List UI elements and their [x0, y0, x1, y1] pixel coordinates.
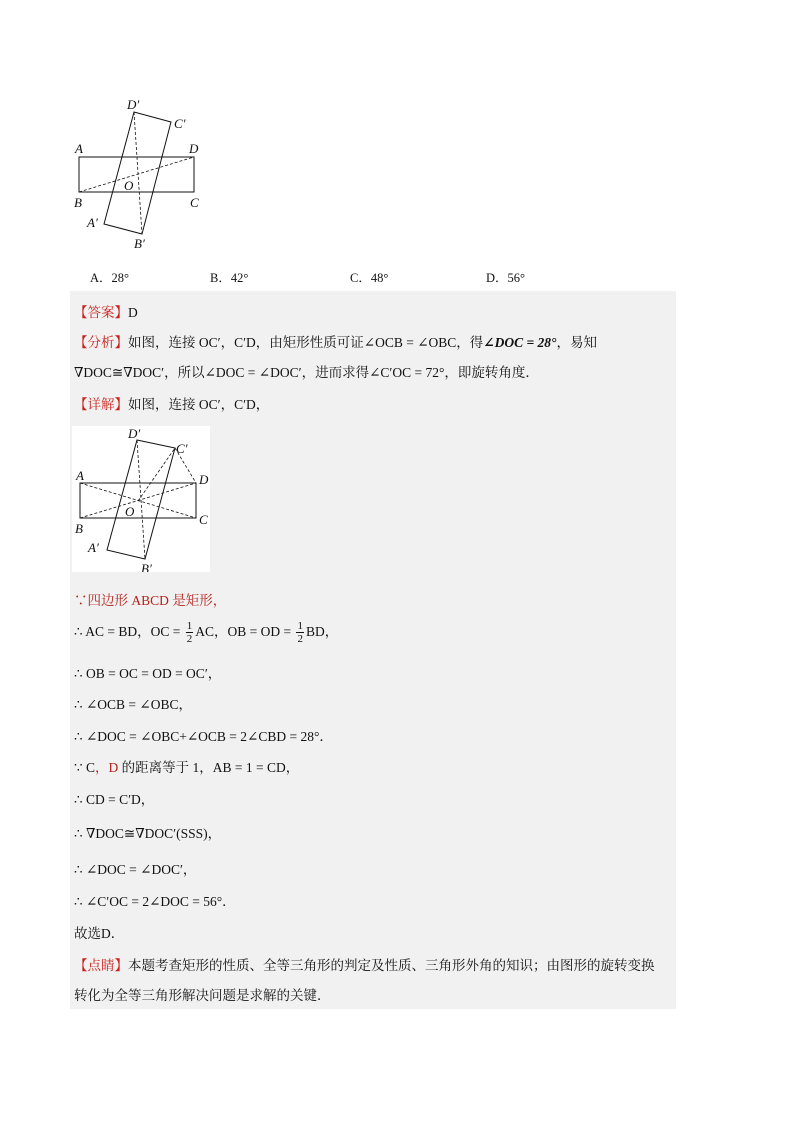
answer-text: D	[128, 305, 138, 320]
comment-tag: 【点睛】	[74, 958, 128, 973]
detail-intro: 【详解】如图，连接 OC′，C′D，	[74, 397, 270, 412]
step-11: 故选D．	[74, 926, 125, 941]
analysis-line-2: ∇DOC≅∇DOC′，所以∠DOC = ∠DOC′，进而求得∠C′OC = 72°，即旋转角度．	[74, 365, 539, 380]
comment-line-1: 【点睛】本题考查矩形的性质、全等三角形的判定及性质、三角形外角的知识；由图形的旋转变换	[74, 958, 655, 973]
answer-line	[74, 301, 138, 321]
choice-c: C．48°	[350, 271, 389, 285]
step-10: ∴ ∠C′OC = 2∠DOC = 56°．	[74, 894, 236, 909]
label-o: O	[124, 178, 134, 193]
label-bp: B′	[141, 561, 152, 572]
choice-d: D．56°	[486, 271, 526, 285]
comment-line-2: 转化为全等三角形解决问题是求解的关键．	[74, 988, 331, 1003]
label-b: B	[75, 521, 83, 536]
answer-choices	[0, 268, 794, 290]
diagonal-dpbp	[137, 440, 145, 559]
label-a: A	[75, 141, 83, 156]
label-dp: D′	[128, 426, 141, 441]
solution-panel	[70, 291, 676, 1009]
choice-a: A．28°	[90, 271, 130, 285]
detail-tag: 【详解】	[74, 397, 128, 412]
rectangle-apbpcpdp	[107, 440, 175, 559]
step-5: ∴ ∠DOC = ∠OBC+∠OCB = 2∠CBD = 28°．	[74, 729, 333, 744]
label-a: A	[76, 468, 84, 483]
step-2: ∴ AC = BD，OC = $\frac{1}{2}$ AC，OB = OD = $\frac{1}{2}$ BD，	[74, 620, 339, 646]
fraction-half-1: $\frac{1}{2}$	[186, 620, 193, 646]
label-ap: A′	[87, 215, 98, 230]
step-9: ∴ ∠DOC = ∠DOC′，	[74, 862, 197, 877]
diagonal-bd	[79, 157, 194, 192]
label-c: C	[190, 195, 199, 210]
label-b: B	[74, 195, 82, 210]
answer-tag: 【答案】	[74, 305, 128, 320]
analysis-tag: 【分析】	[74, 335, 128, 350]
fraction-half-2: $\frac{1}{2}$	[297, 620, 303, 646]
step-7: ∴ CD = C′D，	[74, 792, 155, 807]
analysis-line-1: 【分析】如图，连接 OC′，C′D，由矩形性质可证∠OCB = ∠OBC，得∠DOC = 28°，易知	[74, 335, 597, 350]
rotation-figure	[70, 98, 220, 258]
step-8: ∴ ∇DOC≅∇DOC′(SSS)，	[74, 826, 222, 841]
label-dp: D′	[127, 98, 140, 112]
label-cp: C′	[176, 441, 188, 456]
analysis-bold-angle: ∠DOC = 28°	[483, 335, 557, 350]
label-d: D	[199, 472, 209, 487]
diagonal-dpbp	[134, 112, 142, 234]
step-6: ∵ C，D 的距离等于 1，AB = 1 = CD，	[74, 760, 300, 775]
label-bp: B′	[134, 236, 145, 251]
label-d: D	[189, 141, 199, 156]
detail-figure	[72, 426, 210, 572]
step-3: ∴ OB = OC = OD = OC′，	[74, 666, 222, 681]
rectangle-apbpcpdp	[104, 112, 171, 234]
choice-b: B．42°	[210, 271, 249, 285]
step-4: ∴ ∠OCB = ∠OBC，	[74, 697, 192, 712]
label-cp: C′	[174, 116, 186, 131]
step-1: ∵四边形 ABCD 是矩形，	[74, 593, 227, 608]
segment-ocp	[138, 448, 175, 501]
label-o: O	[125, 504, 135, 519]
label-ap: A′	[88, 540, 99, 555]
label-c: C	[199, 512, 208, 527]
